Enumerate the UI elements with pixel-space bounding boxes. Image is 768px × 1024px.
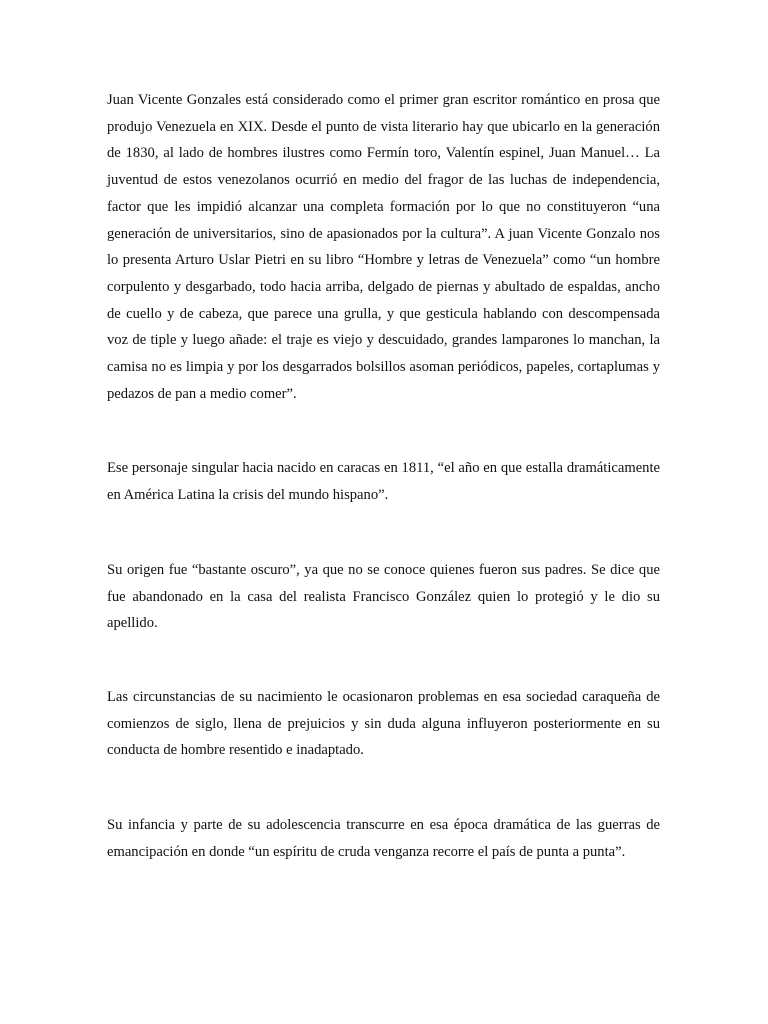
- paragraph-origin: Su origen fue “bastante oscuro”, ya que no se conoce quienes fueron sus padres. Se dice que fue abandonado en la casa del realista Francisco González quien lo protegió y le dio su apellido.: [107, 562, 660, 632]
- paragraph-circumstances: Las circunstancias de su nacimiento le ocasionaron problemas en esa sociedad caraqueña de comienzos de siglo, llena de prejuicios y sin duda alguna influyeron posteriormente en su conducta de hombre resentido e inadaptado.: [107, 689, 660, 759]
- paragraph-birth: Ese personaje singular hacia nacido en caracas en 1811, “el año en que estalla dramáticamente en América Latina la crisis del mundo hispano”.: [107, 460, 660, 503]
- paragraph-childhood: Su infancia y parte de su adolescencia transcurre en esa época dramática de las guerras de emancipación en donde “un espíritu de cruda venganza recorre el país de punta a punta”.: [107, 817, 660, 860]
- paragraph-intro: Juan Vicente Gonzales está considerado como el primer gran escritor romántico en prosa que produjo Venezuela en XIX. Desde el punto de vista literario hay que ubicarlo en la generación de 1830, al lado de hombres ilustres como Fermín toro, Valentín espinel, Juan Manuel… La juventud de estos venezolanos ocurrió en medio del fragor de las luchas de independencia, factor que les impidió alcanzar una completa formación por lo que no constituyeron “una generación de universitarios, sino de apasionados por la cultura”. A juan Vicente Gonzalo nos lo presenta Arturo Uslar Pietri en su libro “Hombre y letras de Venezuela” como “un hombre corpulento y desgarbado, todo hacia arriba, delgado de piernas y abultado de espaldas, ancho de cuello y de cabeza, que parece una grulla, y que gesticula hablando con descompensada voz de tiple y luego añade: el traje es viejo y descuidado, grandes lamparones lo manchan, la camisa no es limpia y por los desgarrados bolsillos asoman periódicos, papeles, cortaplumas y pedazos de pan a medio comer”.: [107, 92, 660, 402]
